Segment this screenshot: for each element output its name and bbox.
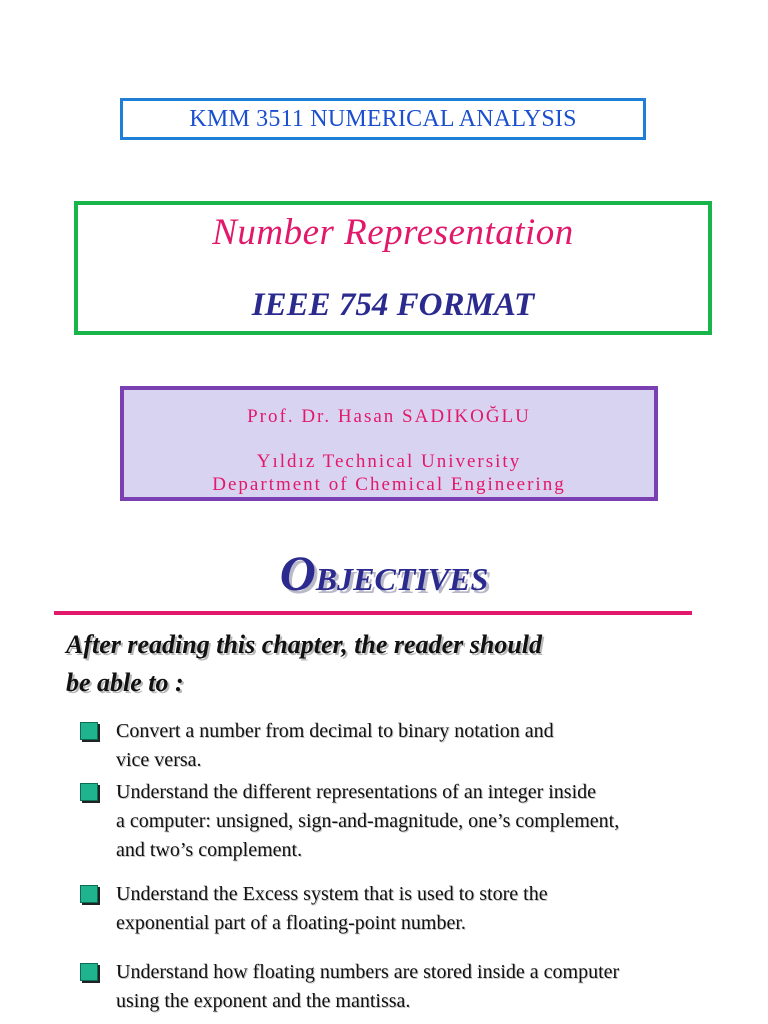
objectives-heading-rest: BJECTIVES (315, 561, 489, 597)
objectives-heading (0, 544, 768, 602)
objective-text (116, 958, 736, 1016)
slide-subtitle: IEEE 754 FORMAT (251, 287, 535, 323)
objective-line: Understand how floating numbers are stored inside a computer (116, 961, 620, 983)
course-title-box (120, 98, 646, 140)
objectives-intro (66, 626, 726, 702)
author-department: Department of Chemical Engineering (212, 474, 566, 495)
intro-line: After reading this chapter, the reader should (66, 630, 542, 659)
objective-text (116, 717, 736, 775)
objective-line: a computer: unsigned, sign-and-magnitude, one’s complement, (116, 810, 620, 832)
square-bullet-icon (80, 963, 98, 981)
divider-line (54, 611, 692, 615)
square-bullet-icon (80, 722, 98, 740)
slide-title-box (74, 201, 712, 335)
objectives-heading-initial: O (279, 545, 316, 601)
slide-title: Number Representation (212, 212, 574, 253)
objective-line: Understand the different representations of an integer inside (116, 781, 597, 803)
objective-line: using the exponent and the mantissa. (116, 990, 411, 1012)
objective-text (116, 880, 736, 938)
square-bullet-icon (80, 885, 98, 903)
course-title: KMM 3511 NUMERICAL ANALYSIS (189, 105, 577, 132)
author-box (120, 386, 658, 501)
author-name: Prof. Dr. Hasan SADIKOĞLU (247, 406, 531, 427)
objective-line: Understand the Excess system that is used to store the (116, 883, 548, 905)
square-bullet-icon (80, 783, 98, 801)
intro-line: be able to : (66, 668, 184, 697)
objective-line: vice versa. (116, 749, 202, 771)
author-university: Yıldız Technical University (256, 451, 522, 472)
objective-line: exponential part of a floating-point number. (116, 912, 466, 934)
objective-text (116, 778, 736, 865)
objective-line: Convert a number from decimal to binary notation and (116, 720, 554, 742)
objective-line: and two’s complement. (116, 839, 303, 861)
